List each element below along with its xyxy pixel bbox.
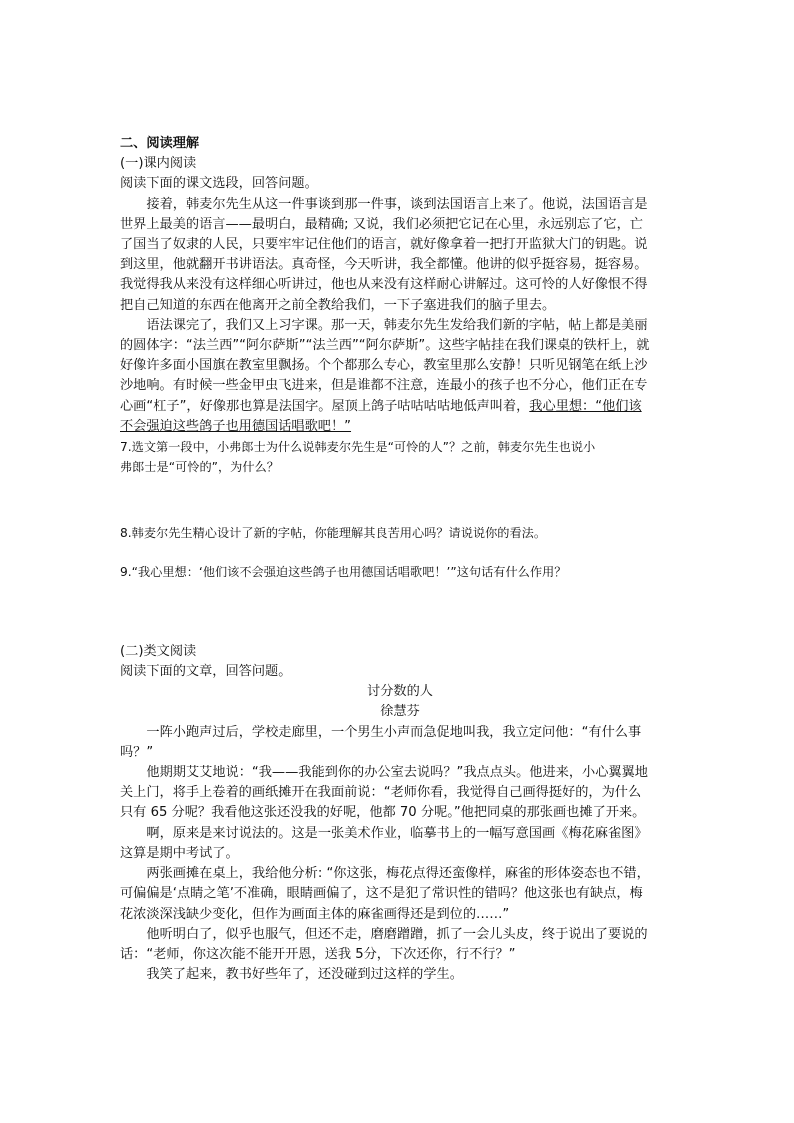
excerpt-paragraph-1: [120, 195, 680, 316]
text-line: 可偏偏是‘点睛之笔’不准确，眼睛画偏了，这不是犯了常识性的错吗？他这张也有缺点，梅: [120, 886, 643, 902]
text-line: 关上门，将手上卷着的画纸摊开在我面前说：“老师你看，我觉得自己画得挺好的，为什么: [120, 785, 642, 801]
text-line: 的圆体字：“法兰西”“阿尔萨斯”“法兰西”“阿尔萨斯”。这些字帖挂在我们课桌的铁杆上，就: [120, 338, 650, 354]
text-line: 到这里，他就翻开书讲语法。真奇怪，今天听讲，我全都懂。他讲的似乎挺容易，挺容易。: [120, 257, 648, 273]
text-line: 我觉得我从来没有这样细心听讲过，他也从来没有这样耐心讲解过。这可怜的人好像恨不得: [120, 277, 648, 293]
part1-instruction: 阅读下面的课文选段，回答问题。: [120, 176, 318, 192]
article-paragraph-1: [120, 723, 680, 763]
document-page: [120, 134, 680, 985]
text-line: 好像许多面小国旗在教室里飘扬。个个都那么专心，教室里那么安静！只听见钢笔在纸上沙: [120, 358, 648, 374]
question-7: [120, 437, 680, 477]
text-line: 只有 65 分呢？我看他这张还没我的好呢，他都 70 分呢。”他把同桌的那张画也摊了开来。: [120, 805, 646, 821]
text-line: 他期期艾艾地说：“我——我能到你的办公室去说吗？”我点点头。他进来，小心翼翼地: [146, 765, 648, 781]
article-paragraph-6: [120, 965, 680, 985]
excerpt-paragraph-2: [120, 316, 680, 437]
text-line: 花浓淡深浅缺少变化，但作为画面主体的麻雀画得还是到位的……”: [120, 906, 510, 922]
text-line: 话：“老师，你这次能不能开开恩，送我 5分，下次还你，行不行？”: [120, 946, 516, 962]
article-paragraph-2: [120, 763, 680, 824]
text-line: 把自己知道的东西在他离开之前全教给我们，一下子塞进我们的脑子里去。: [120, 297, 556, 313]
article-title: 讨分数的人: [367, 684, 433, 700]
text-line: 两张画摊在桌上，我给他分析: “你这张，梅花点得还蛮像样，麻雀的形体姿态也不错，: [146, 866, 650, 882]
part2-instruction: 阅读下面的文章，回答问题。: [120, 664, 292, 680]
text-line: 了国当了奴隶的人民，只要牢牢记住他们的语言，就好像拿着一把打开监狱大门的钥匙。说: [120, 237, 648, 253]
text-line: 啊，原来是来讨说法的。这是一张美术作业，临摹书上的一幅写意国画《梅花麻雀图》: [146, 825, 648, 841]
text-line: 我笑了起来，教书好些年了，还没碰到过这样的学生。: [146, 967, 463, 983]
text-line: [120, 417, 680, 437]
text-line: 他听明白了，似乎也服气，但还不走，磨磨蹭蹭，抓了一会儿头皮，终于说出了要说的: [146, 926, 648, 942]
text-segment: 心画“杠子”，好像那也算是法国字。屋顶上鸽子咕咕咕咕地低声叫着，: [120, 398, 530, 414]
text-line: 一阵小跑声过后，学校走廊里，一个男生小声而急促地叫我，我立定问他：“有什么事: [146, 724, 642, 740]
underlined-sentence: 不会强迫这些鸽子也用德国话唱歌吧！”: [120, 418, 352, 434]
article-paragraph-3: [120, 824, 680, 864]
question-line: 7.选文第一段中，小弗郎士为什么说韩麦尔先生是“可怜的人”？之前，韩麦尔先生也说小: [120, 440, 596, 455]
underlined-sentence: 我心里想：“他们该: [529, 398, 642, 414]
text-line: 接着，韩麦尔先生从这一件事谈到那一件事，谈到法国语言上来了。他说，法国语言是: [146, 196, 648, 212]
text-line: 沙地响。有时候一些金甲虫飞进来，但是谁都不注意，连最小的孩子也不分心，他们正在专: [120, 378, 648, 394]
question-line: 弗郎士是“可怜的”，为什么？: [120, 460, 279, 475]
article-paragraph-5: [120, 925, 680, 965]
text-line: [120, 397, 680, 417]
text-line: 这算是期中考试了。: [120, 845, 239, 861]
part1-heading: (一)课内阅读: [120, 156, 197, 172]
text-line: 世界上最美的语言——最明白，最精确; 又说，我们必须把它记在心里，永远别忘了它，亡: [120, 216, 643, 232]
part2-heading: (二)类文阅读: [120, 643, 197, 659]
article-author: 徐慧芬: [380, 704, 420, 720]
article-paragraph-4: [120, 864, 680, 925]
question-8: 8.韩麦尔先生精心设计了新的字帖，你能理解其良苦用心吗？请说说你的看法。: [120, 526, 547, 541]
question-9: 9.“我心里想：‘他们该不会强迫这些鸽子也用德国话唱歌吧！’”这句话有什么作用？: [120, 564, 567, 579]
text-line: 语法课完了，我们又上习字课。那一天，韩麦尔先生发给我们新的字帖，帖上都是美丽: [146, 317, 648, 333]
text-line: 吗？”: [120, 744, 154, 760]
section-title: 二、阅读理解: [120, 136, 200, 151]
